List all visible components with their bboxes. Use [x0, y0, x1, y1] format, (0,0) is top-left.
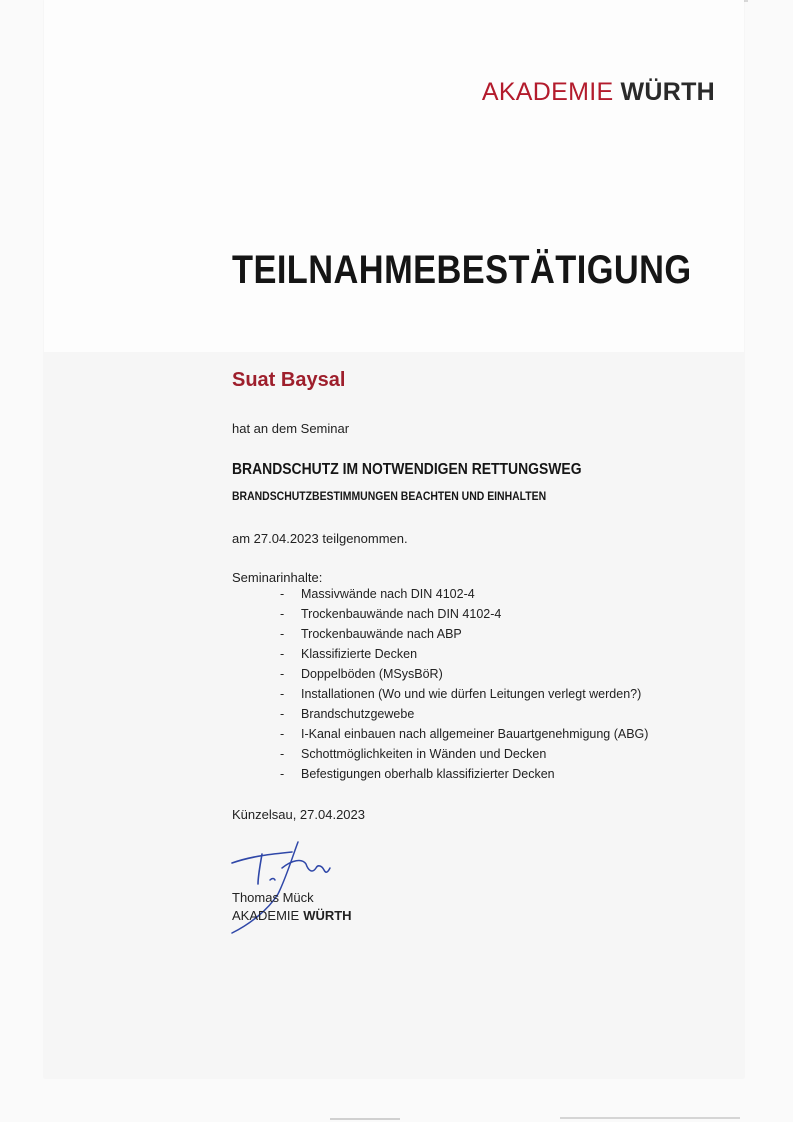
place-date: Künzelsau, 27.04.2023: [232, 807, 365, 822]
signer-org-akademie: AKADEMIE: [232, 908, 300, 923]
bullet-dash: -: [280, 727, 285, 741]
bullet-dash: -: [280, 707, 285, 721]
akademie-wuerth-logo: [482, 78, 715, 107]
certificate-title: TEILNAHMEBESTÄTIGUNG: [232, 248, 692, 292]
signer-org-wuerth: WÜRTH: [303, 908, 352, 923]
bullet-dash: -: [280, 607, 285, 621]
bullet-dash: -: [280, 747, 285, 761]
signer-organization: [232, 908, 352, 923]
bullet-dash: -: [280, 767, 285, 781]
bullet-dash: -: [280, 587, 285, 601]
list-item-text: I-Kanal einbauen nach allgemeiner Bauartgenehmigung (ABG): [301, 727, 649, 741]
scan-edge-bottom: [330, 1118, 400, 1120]
list-item-text: Doppelböden (MSysBöR): [301, 667, 443, 681]
logo-text-wuerth: WÜRTH: [620, 78, 715, 106]
scan-edge-bottom-right: [560, 1117, 740, 1119]
seminar-subtitle: BRANDSCHUTZBESTIMMUNGEN BEACHTEN UND EINHALTEN: [232, 489, 547, 503]
attendance-text: am 27.04.2023 teilgenommen.: [232, 531, 408, 546]
list-item-text: Klassifizierte Decken: [301, 647, 418, 661]
contents-label: Seminarinhalte:: [232, 570, 323, 585]
signer-name: Thomas Mück: [232, 890, 314, 905]
list-item-text: Massivwände nach DIN 4102-4: [301, 587, 475, 601]
logo-text-akademie: AKADEMIE: [481, 78, 614, 106]
list-item-text: Schottmöglichkeiten in Wänden und Decken: [301, 747, 547, 761]
participant-name: Suat Baysal: [232, 369, 346, 391]
list-item-text: Installationen (Wo und wie dürfen Leitungen verlegt werden?): [301, 687, 642, 701]
bullet-dash: -: [280, 627, 285, 641]
seminar-title: BRANDSCHUTZ IM NOTWENDIGEN RETTUNGSWEG: [232, 461, 582, 478]
bullet-dash: -: [280, 687, 285, 701]
list-item-text: Trockenbauwände nach ABP: [301, 627, 462, 641]
list-item-text: Brandschutzgewebe: [301, 707, 415, 721]
intro-text: hat an dem Seminar: [232, 421, 350, 436]
list-item-text: Befestigungen oberhalb klassifizierter Decken: [301, 767, 555, 781]
bullet-dash: -: [280, 667, 285, 681]
bullet-dash: -: [280, 647, 285, 661]
list-item-text: Trockenbauwände nach DIN 4102-4: [301, 607, 502, 621]
